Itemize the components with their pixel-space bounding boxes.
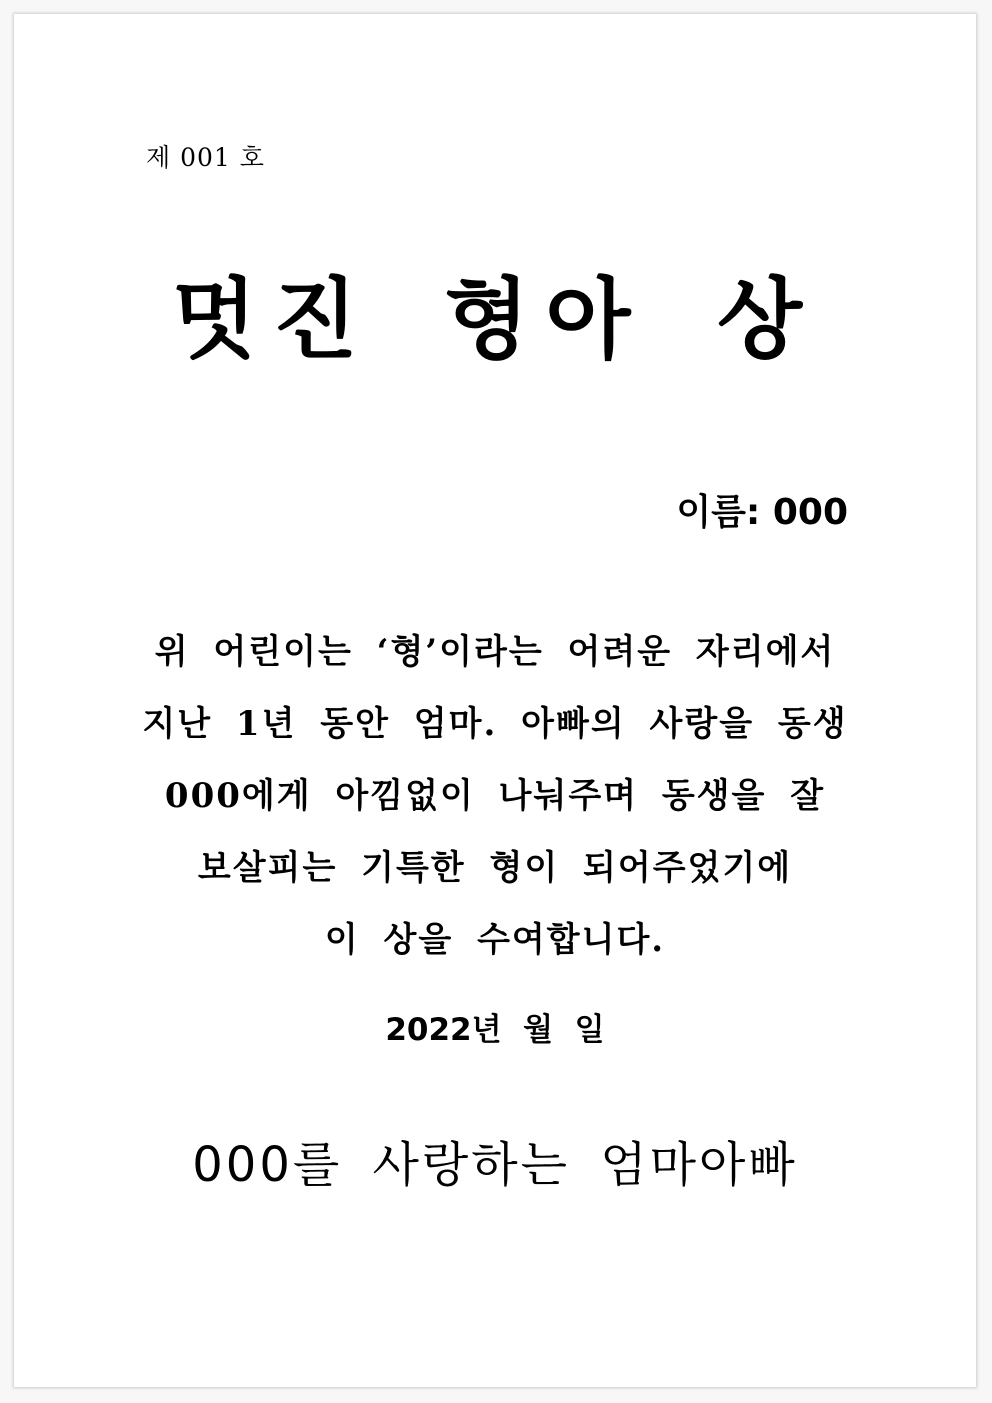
certificate-body (14, 616, 976, 976)
recipient-name: 이름: 000 (676, 492, 848, 533)
body-line: 보살피는 기특한 형이 되어주었기에 (197, 848, 793, 888)
body-line: 이 상을 수여합니다. (324, 920, 666, 960)
certificate-title: 멋진 형아 상 (171, 267, 819, 371)
body-line: 위 어린이는 ‘형’이라는 어려운 자리에서 (154, 632, 836, 672)
body-line: 지난 1년 동안 엄마. 아빠의 사랑을 동생 (142, 704, 848, 744)
certificate-page (14, 14, 976, 1387)
certificate-presenter: 000를 사랑하는 엄마아빠 (192, 1137, 798, 1193)
certificate-date: 2022년 월 일 (385, 1012, 605, 1048)
body-line: 000에게 아낌없이 나눠주며 동생을 잘 (164, 776, 826, 816)
certificate-number: 제 001 호 (146, 143, 265, 172)
